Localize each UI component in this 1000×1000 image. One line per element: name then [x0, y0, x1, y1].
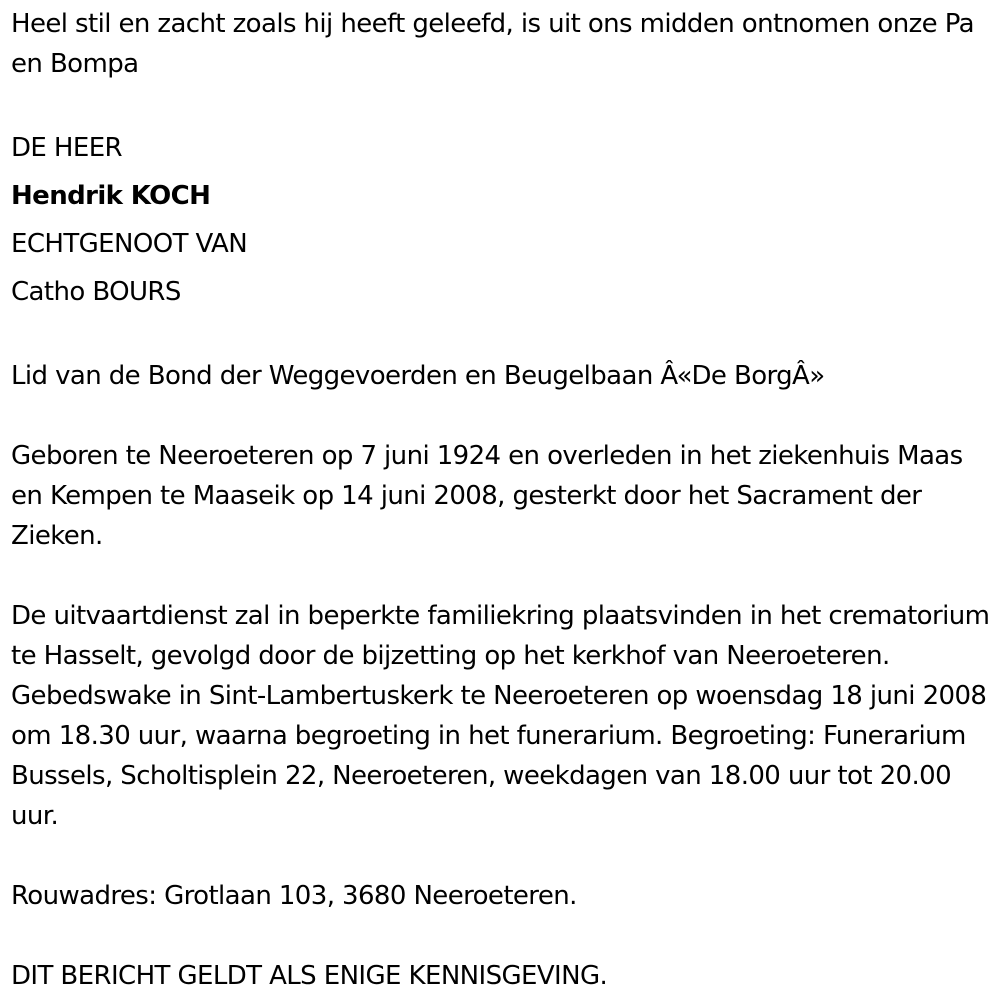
membership-text: Lid van de Bond der Weggevoerden en Beugelbaan Â«De BorgÂ» [11, 361, 825, 391]
death-notice [11, 4, 991, 996]
title-prefix: DE HEER [11, 133, 122, 163]
spouse-name: Catho BOURS [11, 277, 181, 307]
spacer [11, 836, 991, 876]
spacer [11, 916, 991, 956]
address-text: Rouwadres: Grotlaan 103, 3680 Neeroeteren. [11, 881, 577, 911]
intro-text: Heel stil en zacht zoals hij heeft geleefd, is uit ons midden ontnomen onze Pa en Bompa [11, 9, 974, 79]
deceased-name: Hendrik KOCH [11, 181, 211, 211]
closing-text: DIT BERICHT GELDT ALS ENIGE KENNISGEVING. [11, 961, 608, 991]
spacer [11, 84, 991, 124]
service-text: De uitvaartdienst zal in beperkte familiekring plaatsvinden in het crematorium te Hasselt, gevolgd door de bijzetting op het kerkhof van Neeroeteren. Gebedswake in Sint-Lambertuskerk te Neeroeteren op woensdag 18 juni 2008 om 18.30 uur, waarna begroeting in het funerarium. Begroeting: Funerarium Bussels, Scholtisplein 22, Neeroeteren, weekdagen van 18.00 uur tot 20.00 uur. [11, 601, 990, 831]
spouse-label: ECHTGENOOT VAN [11, 229, 248, 259]
spacer [11, 316, 991, 356]
spacer [11, 396, 991, 436]
birth-death-text: Geboren te Neeroeteren op 7 juni 1924 en overleden in het ziekenhuis Maas en Kempen te Maaseik op 14 juni 2008, gesterkt door het Sacrament der Zieken. [11, 441, 963, 551]
spacer [11, 556, 991, 596]
